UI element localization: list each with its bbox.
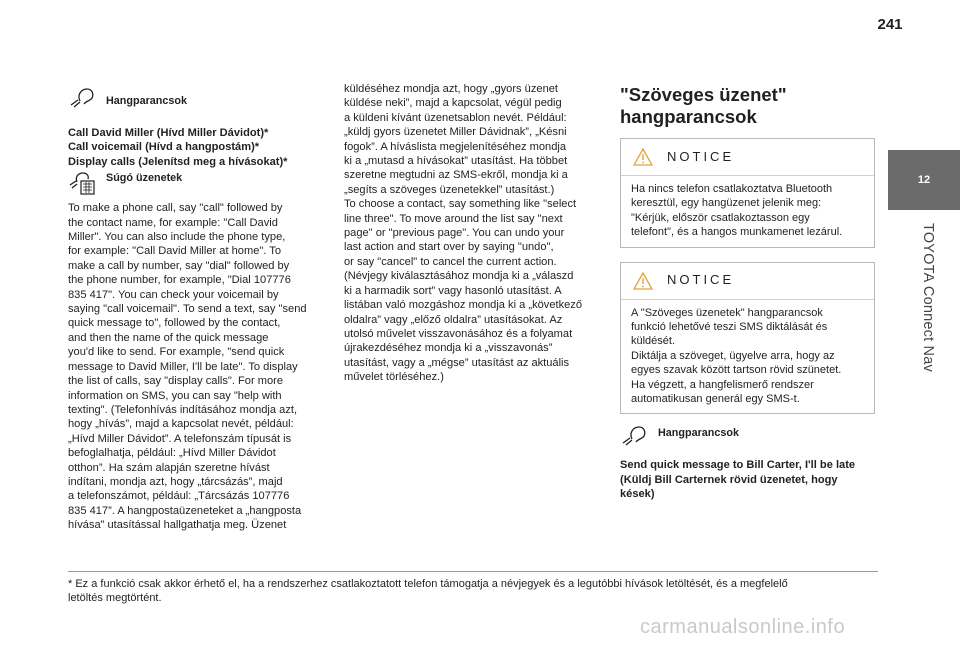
column-middle	[344, 80, 584, 385]
watermark: carmanualsonline.info	[640, 616, 846, 638]
sms-voice-commands-heading: Hangparancsok	[658, 427, 740, 440]
notice-title: NOTICE	[667, 272, 735, 288]
phone-help-text: To make a phone call, say "call" followed by the contact name, for example: "Call David Miller". You can also include the phone type, for example: "Call David Miller at home". To make a call by number, say "dial" followed by the phone number, for example, "Dial 107776 835 417". You can check your voicemail by saying "call voicemail". To send a text, say "send quick message to", followed by the contact, and then the name of the quick message you'd like to send. For example, "send quick message to David Miller, I'll be late". To display the list of calls, say "display calls". For more information on SMS, you can say "help with texting". (Telefonhívás indításához mondja azt, hogy „hívás”, majd a kapcsolat nevét, például: „Hívd Miller Dávidot”. A telefonszám típusát is befoglalhatja, például: „Hívd Miller Dávidot otthon”. Ha szám alapján szeretne hívást indítani, mondja azt, hogy „tárcsázás”, majd a telefonszámot, például: „Tárcsázás 107776 835 417”. A hangpostaüzeneteket a „hangposta hívása” utasítással hallgathatja meg. Üzenet	[68, 202, 307, 532]
section-title: "Szöveges üzenet" hangparancsok	[620, 84, 787, 127]
column-left	[68, 80, 328, 533]
notice-box-sms	[620, 262, 875, 415]
voice-command-icon	[620, 424, 648, 448]
footnote: * Ez a funkció csak akkor érhető el, ha a rendszerhez csatlakoztatott telefon támogatja a névjegyek és a legutóbbi hívások letöltését, és a megfelelő letöltés megtörtént.	[68, 578, 788, 605]
phone-help-text-continued: küldéséhez mondja azt, hogy „gyors üzenet küldése neki”, majd a kapcsolat, végül pedig a küldeni kívánt üzenetsablon nevét. Például: „küldj gyors üzenetet Miller Dávidnak”, „Késni fogok”. A híváslista megjelenítéséhez mondja ki a „mutasd a hívásokat” utasítást. Ha többet szeretne megtudni az SMS-ekről, mondja ki a „segíts a szöveges üzenetekkel” utasítást.) To choose a contact, say something like "select line three". To move around the list say "next page" or "previous page". You can undo your last action and start over by saying "undo", or say "cancel" to cancel the current action. (Névjegy kiválasztásához mondja ki a „válaszd ki a harmadik sort” vagy hasonló utasítást. A listában való mozgáshoz mondja ki a „következő oldalra” vagy „előző oldalra” utasításokat. Az utolsó művelet visszavonásához és a folyamat újrakezdéséhez mondja ki a „visszavonás” utasítást, vagy a „mégse” utasítást az aktuális művelet törléséhez.)	[344, 83, 583, 384]
notice-header	[621, 263, 874, 300]
chapter-side-label	[900, 223, 948, 603]
notice-body: Ha nincs telefon csatlakoztatva Bluetooth keresztül, egy hangüzenet jelenik meg: "Kérjük, először csatlakoztasson egy telefont", és a hangos munkamenet lezárul.	[631, 183, 843, 239]
warning-triangle-icon	[633, 272, 653, 290]
voice-commands-heading-row	[68, 86, 328, 110]
voice-command-icon	[68, 86, 96, 110]
help-messages-heading: Súgó üzenetek	[106, 172, 183, 185]
sms-voice-commands-heading-row	[620, 424, 875, 448]
warning-triangle-icon	[633, 148, 653, 166]
page-number: 241	[877, 16, 903, 33]
footnote-divider	[68, 571, 878, 572]
notice-box-bluetooth	[620, 138, 875, 248]
notice-body: A "Szöveges üzenetek" hangparancsok funkció lehetővé teszi SMS diktálását és küldését. Diktálja a szöveget, ügyelve arra, hogy az egyes szavak között tartson rövid szünetet. Ha végzett, a hangfelismerő rendszer automatikusan generál egy SMS-t.	[631, 306, 842, 406]
notice-header	[621, 139, 874, 176]
notice-title: NOTICE	[667, 148, 735, 164]
chapter-side-label-text: TOYOTA Connect Nav	[920, 223, 936, 372]
column-right	[620, 80, 875, 502]
voice-commands-heading: Hangparancsok	[106, 95, 188, 107]
voice-keypad-icon	[68, 171, 96, 195]
help-messages-heading-row	[68, 171, 328, 195]
sms-voice-command: Send quick message to Bill Carter, I'll be late (Küldj Bill Carternek rövid üzenetet, hogy kések)	[620, 459, 856, 501]
chapter-tab: 12	[888, 150, 960, 210]
phone-voice-commands: Call David Miller (Hívd Miller Dávidot)* Call voicemail (Hívd a hangpostám)* Display calls (Jelenítsd meg a hívásokat)*	[68, 127, 288, 168]
